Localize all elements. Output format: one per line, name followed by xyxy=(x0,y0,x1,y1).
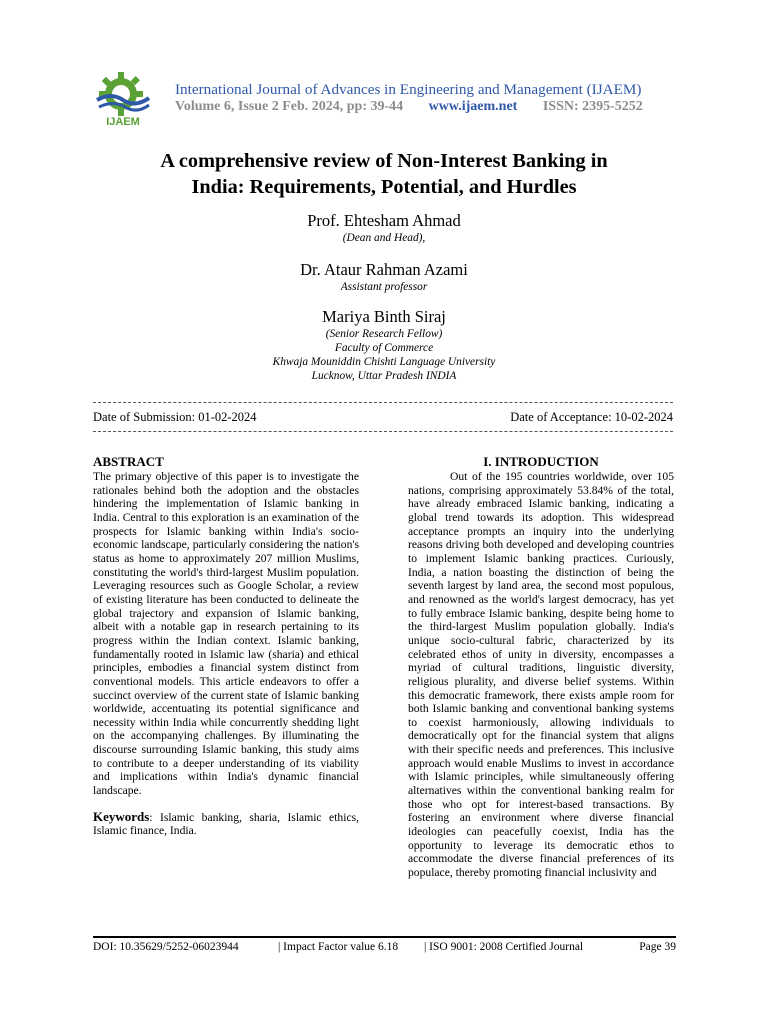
volume-info: Volume 6, Issue 2 Feb. 2024, pp: 39-44 xyxy=(175,99,404,114)
title-line: A comprehensive review of Non-Interest Banking in xyxy=(160,150,608,172)
divider xyxy=(93,431,673,432)
keywords-text: : Islamic banking, sharia, Islamic ethics, Islamic finance, India. xyxy=(93,810,359,838)
abstract-heading: ABSTRACT xyxy=(93,454,164,469)
footer-rule xyxy=(93,936,676,938)
logo-text: IJAEM xyxy=(106,116,140,128)
introduction-heading: I. INTRODUCTION xyxy=(483,454,599,469)
author-2 xyxy=(84,260,684,294)
gear-logo-icon xyxy=(93,70,153,128)
submission-date: Date of Submission: 01-02-2024 xyxy=(93,410,257,424)
author-affiliation: (Senior Research Fellow) xyxy=(325,328,443,340)
issn: ISSN: 2395-5252 xyxy=(542,99,643,114)
abstract-text: The primary objective of this paper is to investigate the rationales behind both the adoption and the obstacles hindering the implementation of Islamic banking in India. Central to this exploration is an examination of the prospects for Islamic banking within India's socio-economic landscape, particularly considering the nation's status as home to approximately 207 million Muslims, constituting the world's third-largest Muslim population. Leveraging resources such as Google Scholar, a review of existing literature has been conducted to delineate the global trajectory and expansion of Islamic banking, albeit with a notable gap in research pertaining to its progress within the Indian context. Islamic banking, fundamentally rooted in Islamic law (sharia) and ethical principles, embodies a financial system distinct from conventional models. This article endeavors to offer a succinct overview of the current state of Islamic banking worldwide, accentuating its potential significance and necessity within India while concurrently shedding light on the accompanying challenges. By illuminating the discourse surrounding Islamic banking, this study aims to contribute to a deeper understanding of its viability and implications within India's dynamic financial landscape. xyxy=(93,470,359,798)
acceptance-date: Date of Acceptance: 10-02-2024 xyxy=(510,410,673,424)
journal-website-link[interactable]: www.ijaem.net xyxy=(428,99,518,114)
introduction-section xyxy=(408,453,674,880)
author-1 xyxy=(84,211,684,245)
abstract-section xyxy=(93,453,359,838)
journal-name: International Journal of Advances in Engineering and Management (IJAEM) xyxy=(175,81,642,98)
iso-certification: | ISO 9001: 2008 Certified Journal xyxy=(424,941,584,953)
keywords xyxy=(93,810,359,838)
author-name: Mariya Binth Siraj xyxy=(322,307,446,326)
divider xyxy=(93,402,673,403)
author-name: Prof. Ehtesham Ahmad xyxy=(307,211,461,230)
author-affiliation: (Dean and Head), xyxy=(342,232,426,244)
page-number: Page 39 xyxy=(639,941,676,953)
author-affiliation: Lucknow, Uttar Pradesh INDIA xyxy=(311,370,457,382)
author-affiliation: Assistant professor xyxy=(340,281,428,293)
dates-row xyxy=(93,410,673,425)
keywords-label: Keywords xyxy=(93,808,150,824)
author-affiliation: Khwaja Mouniddin Chishti Language University xyxy=(272,356,496,368)
journal-logo xyxy=(93,70,153,128)
impact-factor: | Impact Factor value 6.18 xyxy=(278,941,399,953)
title-line: India: Requirements, Potential, and Hurdles xyxy=(191,176,577,198)
author-affiliation: Faculty of Commerce xyxy=(334,342,434,354)
journal-meta xyxy=(175,99,735,115)
paper-title xyxy=(60,148,708,200)
doi: DOI: 10.35629/5252-06023944 xyxy=(93,941,239,953)
author-name: Dr. Ataur Rahman Azami xyxy=(300,260,468,279)
author-3 xyxy=(84,307,684,383)
introduction-text: Out of the 195 countries worldwide, over 105 nations, comprising approximately 53.84% of the total, have already embraced Islamic banking, indicating a global trend towards its adoption. This widespread acceptance prompts an inquiry into the underlying reasons driving both developed and developing countries to implement Islamic banking practices. Curiously, India, a nation boasting the distinction of being the seventh largest by land area, the second most populous, and renowned as the world's largest democracy, has yet to fully embrace Islamic banking, despite being home to the third-largest Muslim population globally. India's unique socio-cultural fabric, characterized by its celebrated ethos of unity in diversity, encompasses a myriad of cultural traditions, linguistic diversity, religious plurality, and diverse belief systems. Within this democratic framework, there exists ample room for both Islamic banking and conventional banking systems to coexist harmoniously, allowing individuals to democratically opt for the financial system that aligns with their specific needs and preferences. This inclusive approach would enable Muslims to invest in accordance with Islamic principles, while simultaneously offering alternatives within the conventional banking realm for those who opt for interest-based transactions. By fostering an environment where diverse financial ideologies can peacefully coexist, India has the opportunity to leverage its democratic ethos to accommodate the diverse financial preferences of its populace, thereby promoting financial inclusivity and xyxy=(408,470,674,880)
